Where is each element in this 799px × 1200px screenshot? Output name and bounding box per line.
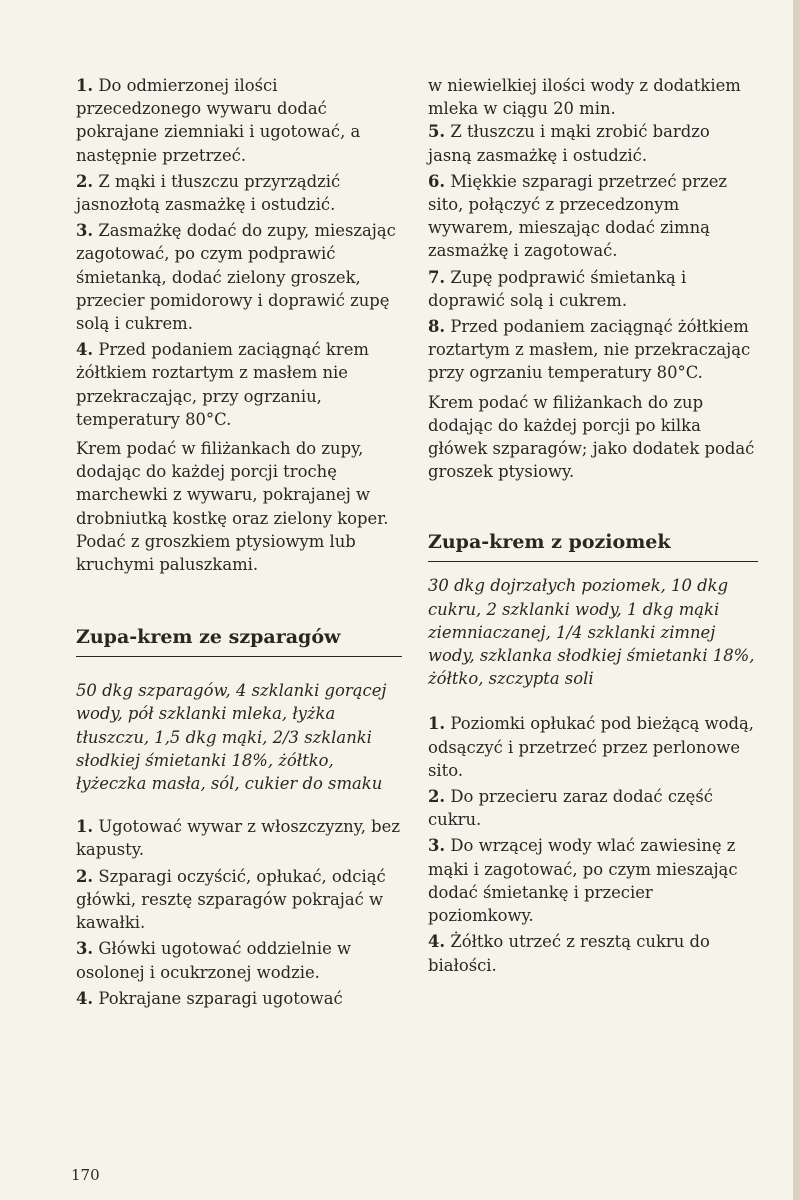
recipe2-steps [76, 815, 402, 1010]
recipe2-step-7: 7. Zupę podprawić śmietanką i doprawić solą i cukrem. [428, 267, 687, 310]
left-column [76, 74, 402, 1013]
right-column [428, 74, 758, 980]
recipe3-steps [428, 712, 758, 976]
page-number: 170 [71, 1166, 100, 1184]
recipe2-title: Zupa-krem ze szparagów [76, 624, 402, 657]
recipe3-step-2: 2. Do przecieru zaraz dodać część cukru. [428, 787, 713, 830]
recipe1-steps [76, 74, 402, 431]
recipe3-title: Zupa-krem z poziomek [428, 529, 758, 562]
recipe2-step-4-continuation: w niewielkiej ilości wody z dodatkiem mleka w ciągu 20 min. [428, 76, 741, 119]
recipe3-ingredients: 30 dkg dojrzałych poziomek, 10 dkg cukru, 2 szklanki wody, 1 dkg mąki ziemniaczanej, 1/4 szklanki zimnej wody, szklanka słodkiej śmietanki 18%, żółtko, szczypta soli [428, 576, 755, 689]
recipe2-steps-continued [428, 120, 758, 384]
recipe3-step-1: 1. Poziomki opłukać pod bieżącą wodą, odsączyć i przetrzeć przez perlonowe sito. [428, 714, 755, 780]
recipe2-step-4: 4. Pokrajane szparagi ugotować [76, 988, 343, 1008]
recipe2-step-6: 6. Miękkie szparagi przetrzeć przez sito, połączyć z przecedzonym wywarem, mieszając dodać zimną zasmażkę i zagotować. [428, 171, 728, 261]
recipe1-step-1: 1. Do odmierzonej ilości przecedzonego wywaru dodać pokrajane ziemniaki i ugotować, a następnie przetrzeć. [76, 76, 361, 165]
recipe2-step-2: 2. Szparagi oczyścić, opłukać, odciąć główki, resztę szparagów pokrajać w kawałki. [76, 866, 386, 933]
page-edge [793, 0, 799, 1200]
recipe1-step-3: 3. Zasmażkę dodać do zupy, mieszając zagotować, po czym podprawić śmietanką, dodać zielony groszek, przecier pomidorowy i doprawić zupę solą i cukrem. [76, 221, 396, 334]
recipe2-step-1: 1. Ugotować wywar z włoszczyzny, bez kapusty. [76, 817, 401, 860]
recipe1-step-4: 4. Przed podaniem zaciągnąć krem żółtkiem roztartym z masłem nie przekraczając, przy ogrzaniu, temperatury 80°C. [76, 340, 369, 429]
recipe3-step-4: 4. Żółtko utrzeć z resztą cukru do białości. [428, 932, 710, 975]
recipe1-step-2: 2. Z mąki i tłuszczu przyrządzić jasnozłotą zasmażkę i ostudzić. [76, 171, 341, 215]
recipe3-step-3: 3. Do wrzącej wody wlać zawiesinę z mąki i zagotować, po czym mieszając dodać śmietankę i przecier poziomkowy. [428, 836, 738, 926]
recipe1-serving-note: Krem podać w filiżankach do zupy, dodając do każdej porcji trochę marchewki z wywaru, pokrajanej w drobniutką kostkę oraz zielony koper. Podać z groszkiem ptysiowym lub kruchymi paluszkami. [76, 439, 389, 575]
recipe2-serving-note: Krem podać w filiżankach do zup dodając do każdej porcji po kilka główek szparagów; jako dodatek podać groszek ptysiowy. [428, 392, 755, 482]
recipe2-step-5: 5. Z tłuszczu i mąki zrobić bardzo jasną zasmażkę i ostudzić. [428, 122, 710, 165]
recipe2-ingredients: 50 dkg szparagów, 4 szklanki gorącej wody, pół szklanki mleka, łyżka tłuszczu, 1,5 dkg mąki, 2/3 szklanki słodkiej śmietanki 18%, żółtko, łyżeczka masła, sól, cukier do smaku [76, 681, 387, 794]
recipe2-step-3: 3. Główki ugotować oddzielnie w osolonej i ocukrzonej wodzie. [76, 939, 352, 982]
recipe2-step-8: 8. Przed podaniem zaciągnąć żółtkiem roztartym z masłem, nie przekraczając przy ogrzaniu temperatury 80°C. [428, 317, 751, 383]
